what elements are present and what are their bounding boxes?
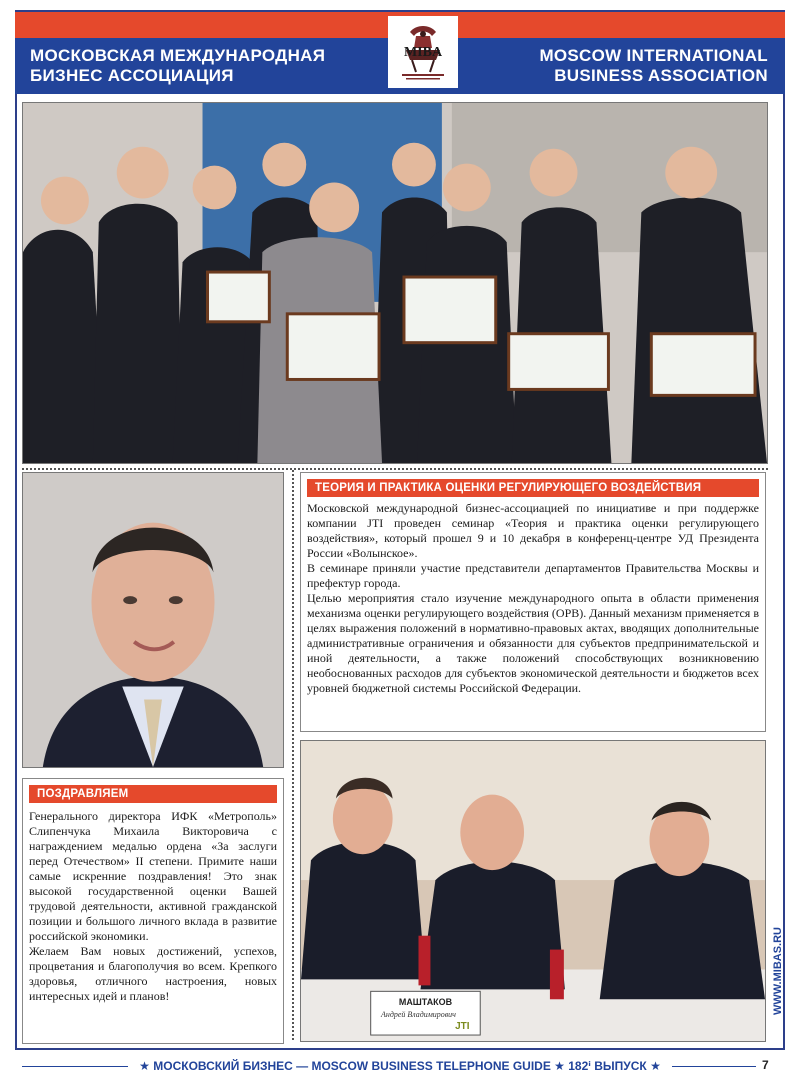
header-title-ru: МОСКОВСКАЯ МЕЖДУНАРОДНАЯ БИЗНЕС АССОЦИАЦИЯ bbox=[30, 46, 326, 85]
nameplate-subtitle: Андрей Владимирович bbox=[381, 1010, 456, 1020]
panel-photo bbox=[300, 740, 766, 1042]
logo-wordmark: MIBA bbox=[403, 45, 443, 60]
page-number: 7 bbox=[762, 1058, 769, 1072]
group-photo bbox=[22, 102, 768, 464]
panel-photo-icon bbox=[301, 741, 765, 1041]
congrats-heading: ПОЗДРАВЛЯЕМ bbox=[29, 785, 277, 803]
footer-rule-right bbox=[672, 1066, 756, 1067]
miba-emblem-icon bbox=[392, 20, 454, 84]
article-box bbox=[300, 472, 766, 732]
separator-vertical bbox=[292, 470, 294, 1040]
separator-horizontal bbox=[22, 468, 768, 470]
miba-logo bbox=[388, 16, 458, 88]
footer-publication: ★ МОСКОВСКИЙ БИЗНЕС — MOSCOW BUSINESS TELEPHONE GUIDE ★ 182ⁱ ВЫПУСК ★ bbox=[128, 1059, 672, 1073]
footer-rule-left bbox=[22, 1066, 128, 1067]
portrait-photo bbox=[22, 472, 284, 768]
congrats-paragraph: Желаем Вам новых достижений, успехов, процветания и благополучия во всем. Крепкого здоровья, отличного настроения, новых интересных идей и планов! bbox=[29, 944, 277, 1003]
article-paragraph: Московской международной бизнес-ассоциацией по инициативе и при поддержке компании JTI проведен семинар «Теория и практика оценки регулирующего воздействия», который прошел 9 и 10 декабря в конференц-центре УД Президента России «Волынское». bbox=[307, 501, 759, 560]
portrait-photo-icon bbox=[23, 473, 283, 767]
nameplate-name: МАШТАКОВ bbox=[398, 997, 453, 1008]
article-paragraph: В семинаре приняли участие представители департаментов Правительства Москвы и префектур города. bbox=[307, 561, 759, 590]
header-title-en: MOSCOW INTERNATIONAL BUSINESS ASSOCIATION bbox=[539, 46, 768, 85]
congrats-box bbox=[22, 778, 284, 1044]
nameplate-logo: JTI bbox=[455, 1021, 470, 1033]
congrats-paragraph: Генерального директора ИФК «Метрополь» Слипенчука Михаила Викторовича с награждением медалью ордена «За заслуги перед Отечеством» II степени. Примите наши самые искренние поздравления! Это знак высокой государственной оценки Вашей трудовой деятельности, активной гражданской позиции и большого личного вклада в развитие российской экономики. bbox=[29, 809, 277, 943]
article-heading: ТЕОРИЯ И ПРАКТИКА ОЦЕНКИ РЕГУЛИРУЮЩЕГО ВОЗДЕЙСТВИЯ bbox=[307, 479, 759, 497]
group-photo-icon bbox=[23, 103, 767, 463]
article-paragraph: Целью мероприятия стало изучение международного опыта в области применения механизма оценки регулирующего воздействия (ОРВ). Данный механизм применяется в целях выражения положений в нормативно-правовых актах, вводящих дополнительные административные ограничения и обязанности для субъектов предпринимательской и иной деятельности, а также положений способствующих возникновению необоснованных расходов для субъектов экономической деятельности и бюджетов всех уровней бюджетной системы Российской Федерации. bbox=[307, 591, 759, 695]
side-website-url: WWW.MIBAS.RU bbox=[772, 927, 784, 1015]
